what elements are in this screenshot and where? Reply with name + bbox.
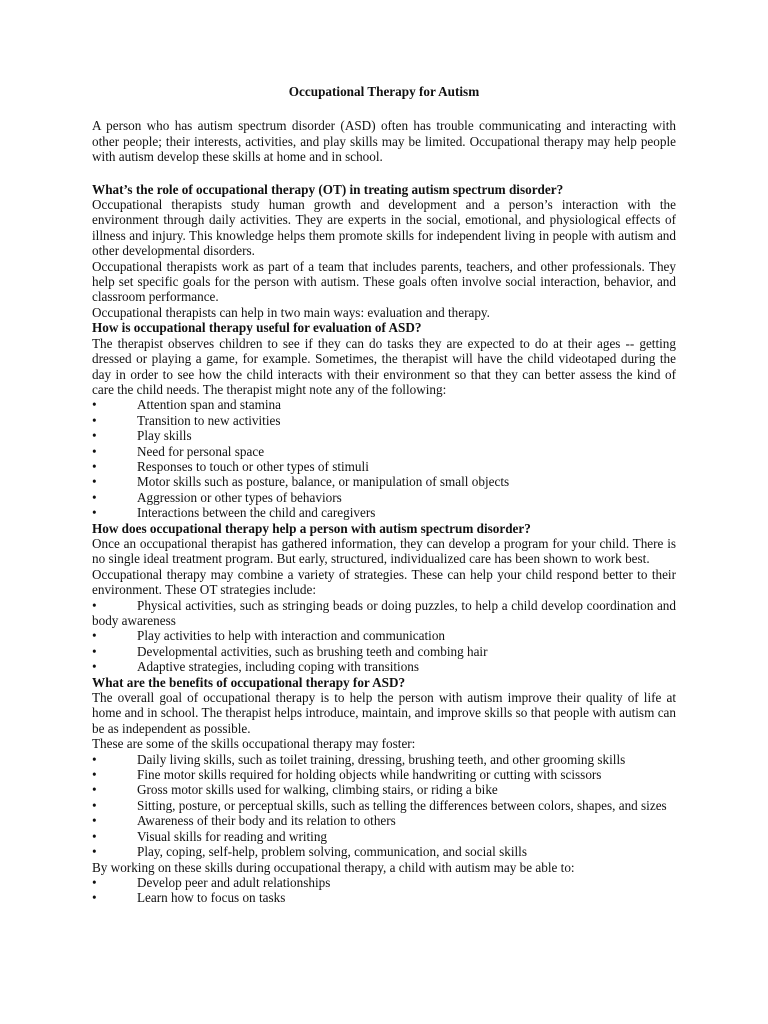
bullet-list-outcomes [92, 875, 676, 906]
list-item: • Interactions between the child and caregivers [92, 505, 676, 520]
list-item: • Visual skills for reading and writing [92, 829, 676, 844]
paragraph: By working on these skills during occupational therapy, a child with autism may be able to: [92, 859, 575, 875]
document-title: Occupational Therapy for Autism [288, 84, 480, 99]
list-item: • Sitting, posture, or perceptual skills, such as telling the differences between colors, shapes, and sizes [92, 798, 676, 813]
bullet-list-skills [92, 752, 676, 860]
paragraph: Occupational therapy may combine a variety of strategies. These can help your child respond better to their environment. These OT strategies include: [92, 566, 676, 598]
list-item: • Daily living skills, such as toilet training, dressing, brushing teeth, and other grooming skills [92, 752, 676, 767]
paragraph: Occupational therapists study human growth and development and a person’s interaction with the environment through daily activities. They are experts in the social, emotional, and physiological effects of illness and injury. This knowledge helps them promote skills for independent living in people with autism and other developmental disorders. [92, 197, 676, 259]
list-item: • Awareness of their body and its relation to others [92, 813, 676, 828]
paragraph: These are some of the skills occupational therapy may foster: [92, 736, 416, 752]
list-item: • Fine motor skills required for holding objects while handwriting or cutting with scissors [92, 767, 676, 782]
list-item: • Developmental activities, such as brushing teeth and combing hair [92, 644, 676, 659]
paragraph: Occupational therapists work as part of a team that includes parents, teachers, and other professionals. They help set specific goals for the person with autism. These goals often involve social interaction, behavior, and classroom performance. [92, 258, 676, 305]
bullet-list-evaluation [92, 397, 676, 520]
list-item: • Play, coping, self-help, problem solving, communication, and social skills [92, 844, 676, 859]
section-heading-evaluation: How is occupational therapy useful for evaluation of ASD? [92, 320, 422, 336]
list-item: • Adaptive strategies, including coping with transitions [92, 659, 676, 674]
list-item: • Play skills [92, 428, 676, 443]
list-item: • Learn how to focus on tasks [92, 890, 676, 905]
list-item: • Need for personal space [92, 444, 676, 459]
paragraph: The overall goal of occupational therapy is to help the person with autism improve their quality of life at home and in school. The therapist helps introduce, maintain, and improve skills so that people with autism can be as independent as possible. [92, 690, 676, 736]
list-item: • Gross motor skills used for walking, climbing stairs, or riding a bike [92, 782, 676, 797]
paragraph: Once an occupational therapist has gathered information, they can develop a program for your child. There is no single ideal treatment program. But early, structured, individualized care has been shown to work best. [92, 535, 676, 567]
list-item: • Transition to new activities [92, 413, 676, 428]
intro-paragraph: A person who has autism spectrum disorder (ASD) often has trouble communicating and interacting with other people; their interests, activities, and play skills may be limited. Occupational therapy may help people with autism develop these skills at home and in school. [92, 118, 676, 165]
list-item: • Physical activities, such as stringing beads or doing puzzles, to help a child develop coordination and body awareness [92, 598, 676, 629]
section-heading-benefits: What are the benefits of occupational therapy for ASD? [92, 674, 406, 690]
list-item: • Attention span and stamina [92, 397, 676, 412]
section-heading-help: How does occupational therapy help a person with autism spectrum disorder? [92, 520, 531, 536]
bullet-list-strategies [92, 598, 676, 675]
paragraph: The therapist observes children to see if they can do tasks they are expected to do at their ages -- getting dressed or playing a game, for example. Sometimes, the therapist will have the child videotaped during the day in order to see how the child interacts with their environment so that they can better assess the kind of care the child needs. The therapist might note any of the following: [92, 335, 676, 397]
list-item: • Motor skills such as posture, balance, or manipulation of small objects [92, 474, 676, 489]
list-item: • Play activities to help with interaction and communication [92, 628, 676, 643]
paragraph: Occupational therapists can help in two main ways: evaluation and therapy. [92, 304, 490, 320]
section-heading-role: What’s the role of occupational therapy (OT) in treating autism spectrum disorder? [92, 181, 564, 197]
list-item: • Aggression or other types of behaviors [92, 490, 676, 505]
list-item: • Responses to touch or other types of stimuli [92, 459, 676, 474]
list-item: • Develop peer and adult relationships [92, 875, 676, 890]
